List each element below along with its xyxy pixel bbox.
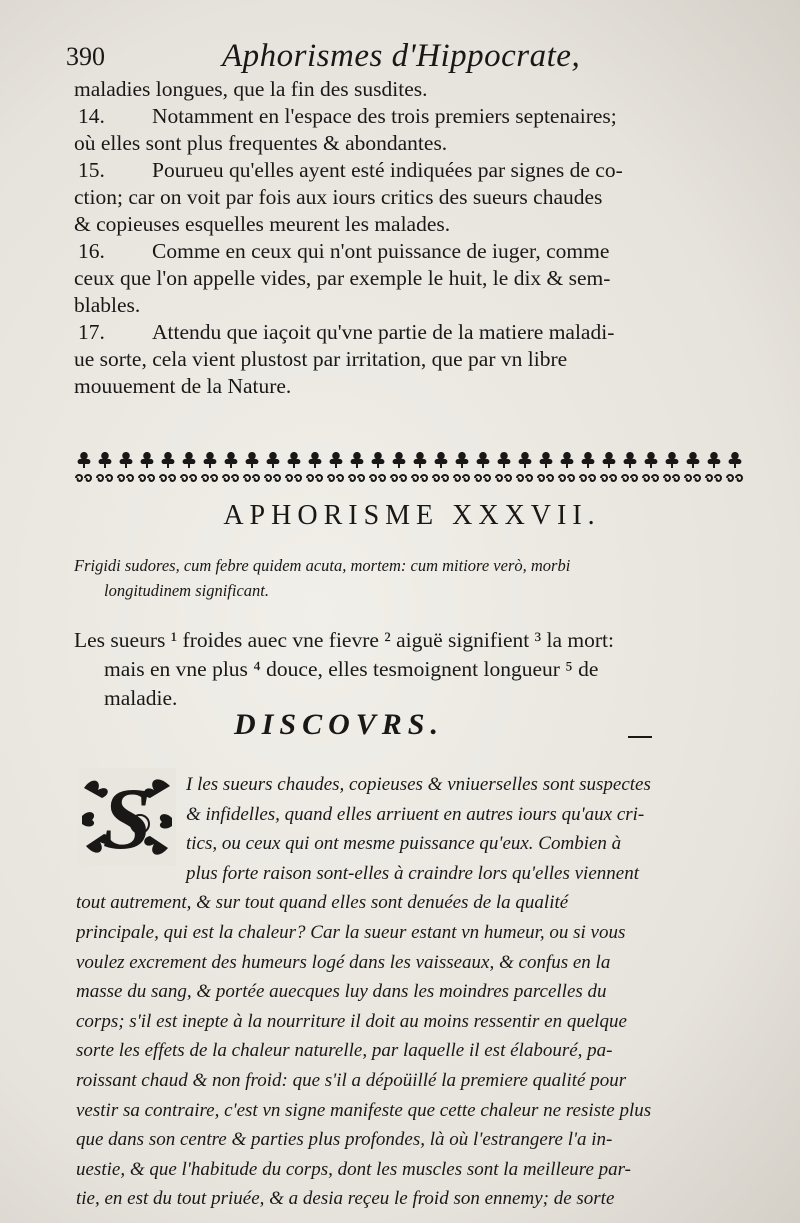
page-number: 390: [66, 42, 105, 71]
text-line: ue sorte, cela vient plustost par irritation, que par vn libre: [74, 347, 568, 371]
body-line: principale, qui est la chaleur? Car la sueur estant vn humeur, ou si vous: [76, 921, 626, 943]
latin-line: Frigidi sudores, cum febre quidem acuta, mortem: cum mitiore verò, morbi: [74, 556, 571, 575]
running-title: Aphorismes d'Hippocrate,: [222, 38, 581, 74]
text-line: ction; car on voit par fois aux iours critics des sueurs chaudes: [74, 185, 603, 209]
text-line: maladies longues, que la fin des susdites.: [74, 77, 428, 101]
translation-line: maladie.: [104, 686, 178, 710]
ornamental-border: [74, 448, 750, 488]
french-translation: [74, 626, 754, 713]
discours-body: [76, 770, 756, 1214]
body-line: I les sueurs chaudes, copieuses & vniuerselles sont suspectes: [186, 774, 651, 795]
latin-text: [74, 553, 754, 603]
latin-line: longitudinem significant.: [104, 581, 269, 600]
dropcap-letter: S: [102, 771, 152, 866]
text-line: ceux que l'on appelle vides, par exemple le huit, le dix & sem-: [74, 266, 611, 290]
text-line: 17. Attendu que iaçoit qu'vne partie de la matiere maladi-: [78, 320, 615, 344]
divider: [628, 736, 652, 738]
translation-line: Les sueurs ¹ froides auec vne fievre ² aiguë signifient ³ la mort:: [74, 628, 614, 652]
text-line: où elles sont plus frequentes & abondantes.: [74, 131, 448, 155]
preceding-text: [74, 76, 754, 400]
body-line: & infidelles, quand elles arriuent en autres iours qu'aux cri-: [186, 803, 645, 825]
translation-line: mais en vne plus ⁴ douce, elles tesmoignent longueur ⁵ de: [104, 657, 599, 681]
body-line: tie, en est du tout priuée, & a desia reçeu le froid son ennemy; de sorte: [76, 1188, 615, 1210]
body-line: masse du sang, & portée auecques luy dans les moindres parcelles du: [76, 981, 607, 1003]
text-line: 15. Pourueu qu'elles ayent esté indiquées par signes de co-: [78, 158, 623, 182]
body-line: tics, ou ceux qui ont mesme puissance qu'eux. Combien à: [186, 833, 622, 855]
text-line: blables.: [74, 293, 141, 317]
aphorism-heading: APHORISME XXXVII.: [223, 500, 601, 531]
fleuron-band: [74, 448, 750, 488]
running-head: [62, 36, 760, 76]
text-line: 14. Notamment en l'espace des trois premiers septenaires;: [78, 104, 617, 128]
body-line: vestir sa contraire, c'est vn signe manifeste que cette chaleur ne resiste plus: [76, 1099, 652, 1121]
text-line: 16. Comme en ceux qui n'ont puissance de iuger, comme: [78, 239, 610, 263]
body-line: corps; s'il est inepte à la nourriture il doit au moins ressentir en quelque: [76, 1010, 627, 1032]
body-line: que dans son centre & parties plus profondes, là où l'estrangere l'a in-: [76, 1129, 613, 1151]
body-line: plus forte raison sont-elles à craindre lors qu'elles viennent: [186, 862, 639, 884]
body-line: sorte les effets de la chaleur naturelle, par laquelle il est élabouré, pa-: [76, 1040, 613, 1062]
text-line: & copieuses esquelles meurent les malades.: [74, 212, 451, 236]
discours-title: DISCOVRS.: [234, 708, 444, 741]
body-line: uestie, & que l'habitude du corps, dont les muscles sont la meilleure par-: [76, 1158, 631, 1180]
text-line: mouuement de la Nature.: [74, 374, 292, 398]
body-line: tout autrement, & sur tout quand elles sont denuées de la qualité: [76, 892, 569, 914]
body-line: voulez excrement des humeurs logé dans les vaisseaux, & confus en la: [76, 951, 611, 973]
body-line: roissant chaud & non froid: que s'il a dépoüillé la premiere qualité pour: [76, 1069, 627, 1091]
